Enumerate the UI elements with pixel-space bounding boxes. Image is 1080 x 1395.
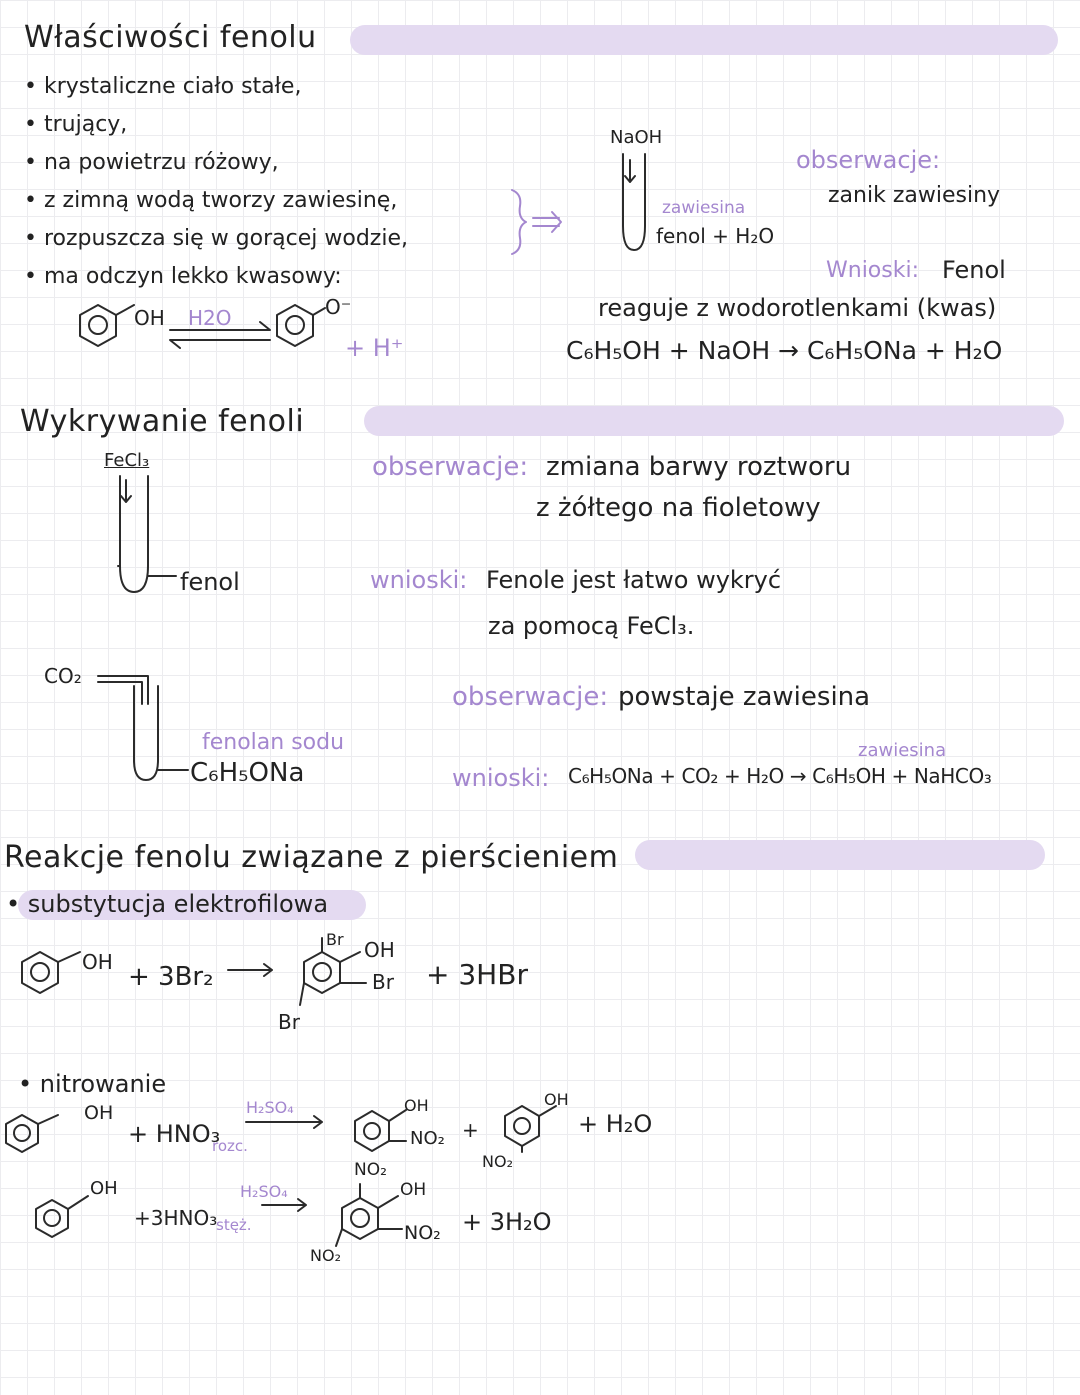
oh-label: OH — [364, 938, 395, 962]
section-heading-ring-reactions: Reakcje fenolu związane z pierścieniem — [4, 840, 619, 875]
conclusion-text: Fenole jest łatwo wykryć — [486, 566, 782, 594]
section-heading-detection: Wykrywanie fenoli — [20, 404, 305, 439]
nitric-acid-reagent: + HNO₃ — [128, 1120, 221, 1148]
conclusion-text: reaguje z wodorotlenkami (kwas) — [598, 294, 997, 322]
bullet-item: • rozpuszcza się w gorącej wodzie, — [24, 226, 408, 251]
oh-label: OH — [90, 1178, 118, 1199]
tube-content-label: fenol + H₂O — [656, 224, 775, 248]
concentrated-note: stęż. — [216, 1216, 252, 1234]
observation-text: zanik zawiesiny — [828, 183, 1001, 208]
conclusion-word: Fenol — [942, 256, 1006, 284]
proton-label: + H⁺ — [345, 334, 404, 362]
br-label: Br — [326, 930, 344, 949]
bullet-item: • na powietrzu różowy, — [24, 150, 279, 175]
no2-label: NO₂ — [410, 1128, 445, 1149]
observation-label: obserwacje: — [796, 146, 941, 174]
observation-label: obserwacje: — [452, 682, 609, 712]
subheading-nitration: • nitrowanie — [18, 1070, 167, 1098]
no2-label: NO₂ — [310, 1246, 341, 1265]
observation-text: z żółtego na fioletowy — [536, 493, 821, 523]
fecl3-label: FeCl₃ — [104, 450, 150, 471]
no2-label: NO₂ — [404, 1222, 441, 1244]
no2-label: NO₂ — [482, 1152, 513, 1171]
subheading-substitution: • substytucja elektrofilowa — [6, 890, 329, 918]
oh-label: OH — [544, 1090, 569, 1109]
observation-text: zmiana barwy roztworu — [546, 452, 852, 482]
sodium-phenolate-formula: C₆H₅ONa — [190, 758, 305, 788]
bullet-item: • trujący, — [24, 112, 128, 137]
conclusion-label: wnioski: — [370, 566, 468, 594]
bullet-item: • krystaliczne ciało stałe, — [24, 74, 302, 99]
section-heading-properties: Właściwości fenolu — [24, 20, 317, 55]
naoh-reaction-equation: C₆H₅OH + NaOH → C₆H₅ONa + H₂O — [566, 336, 1003, 365]
catalyst-label: H₂SO₄ — [240, 1182, 288, 1201]
benzene-ring-icon — [36, 1200, 68, 1237]
br-label: Br — [278, 1010, 300, 1034]
br-label: Br — [372, 970, 394, 994]
bullet-item: • z zimną wodą tworzy zawiesinę, — [24, 188, 398, 213]
sodium-phenolate-label: fenolan sodu — [202, 730, 345, 755]
no2-label: NO₂ — [354, 1160, 387, 1180]
naoh-label: NaOH — [610, 127, 663, 148]
phenol-label: fenol — [180, 568, 240, 596]
conclusion-label: Wnioski: — [826, 258, 919, 283]
bullet-item: • ma odczyn lekko kwasowy: — [24, 264, 342, 289]
oh-label: OH — [84, 1102, 114, 1124]
oh-label: OH — [404, 1096, 429, 1115]
oh-label: OH — [134, 306, 165, 330]
benzene-ring-icon — [342, 1198, 378, 1239]
water-product: + 3H₂O — [462, 1208, 552, 1236]
oh-label: OH — [82, 950, 113, 974]
suspension-label: zawiesina — [662, 198, 746, 218]
suspension-label: zawiesina — [858, 740, 947, 761]
conc-nitric-acid-reagent: +3HNO₃ — [134, 1206, 218, 1230]
anion-label: O⁻ — [325, 295, 352, 319]
oh-label: OH — [400, 1180, 427, 1200]
bromine-reagent: + 3Br₂ — [128, 962, 214, 992]
conclusion-label: wnioski: — [452, 764, 550, 792]
observation-label: obserwacje: — [372, 452, 529, 482]
catalyst-label: H₂SO₄ — [246, 1098, 294, 1117]
observation-text: powstaje zawiesina — [618, 682, 871, 712]
co2-reaction-equation: C₆H₅ONa + CO₂ + H₂O → C₆H₅OH + NaHCO₃ — [568, 764, 992, 788]
water-product: + H₂O — [578, 1110, 653, 1138]
co2-label: CO₂ — [44, 664, 82, 688]
dilute-note: rozc. — [212, 1137, 248, 1155]
water-label: H2O — [188, 306, 232, 330]
plus-sign: + — [462, 1118, 479, 1142]
hbr-product: + 3HBr — [426, 958, 528, 991]
conclusion-text: za pomocą FeCl₃. — [488, 612, 695, 640]
